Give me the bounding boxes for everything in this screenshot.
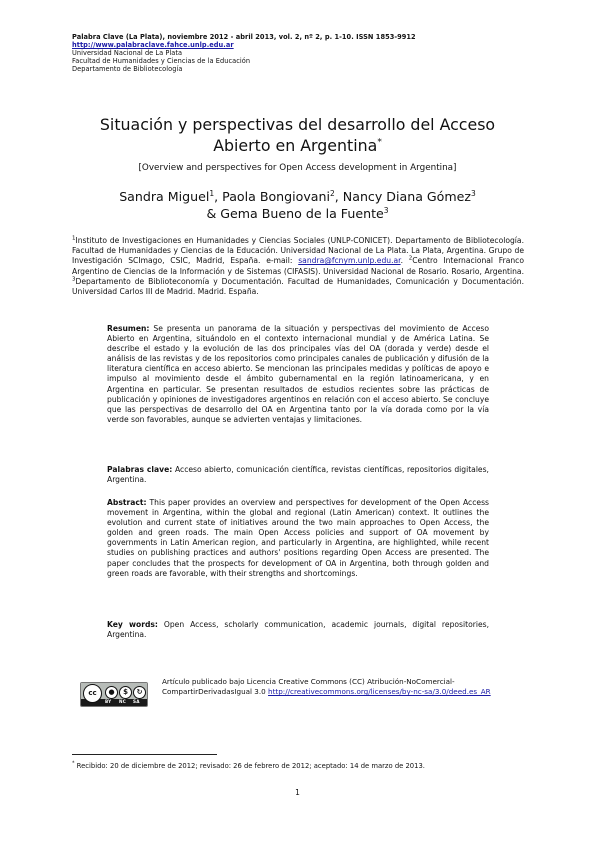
affil-separator: . — [400, 256, 409, 266]
keywords-section — [107, 620, 489, 640]
author-email-link[interactable]: sandra@fcnym.unlp.edu.ar — [298, 256, 401, 266]
title-line-1: Situación y perspectivas del desarrollo del Acceso — [99, 115, 496, 134]
footnote-text: Recibido: 20 de diciembre de 2012; revisado: 26 de febrero de 2012; aceptado: 14 de marzo de 2013. — [74, 762, 425, 770]
author-2: , Paola Bongiovani — [214, 189, 331, 204]
palabras-clave-text: Acceso abierto, comunicación científica, revistas científicas, repositorios digitales, Argentina. — [107, 465, 489, 485]
author-2-affil: 2 — [330, 188, 335, 198]
license-notice — [162, 677, 502, 697]
license-text: Artículo publicado bajo Licencia Creative Commons (CC) Atribución-NoComercial-CompartirDerivadasIgual 3.0 — [162, 677, 455, 696]
footnote-divider — [72, 754, 217, 755]
footnote-mark: * — [72, 760, 75, 767]
affil-1-mark: 1 — [72, 235, 76, 242]
journal-citation: Palabra Clave (La Plata), noviembre 2012 - abril 2013, vol. 2, nº 2, p. 1-10. ISSN 1853-9912 — [72, 33, 416, 41]
paper-title — [80, 114, 515, 156]
affiliation-2: Centro Internacional Franco Argentino de Ciencias de la Información y de Sistemas (CIFASIS). Universidad Nacional de Rosario. Rosario, Argentina. — [72, 256, 525, 276]
institution: Universidad Nacional de La Plata — [72, 49, 183, 57]
title-footnote-mark: * — [377, 137, 382, 148]
affiliation-1: Instituto de Investigaciones en Humanidades y Ciencias Sociales (UNLP-CONICET). Departamento de Bibliotecología. Facultad de Humanidades y Ciencias de la Educación. Universidad Nacional de La Plata. La Plata, Argentina. Grupo de Investigación SCImago, CSIC, Madrid, España. e-mail: — [72, 236, 524, 266]
department: Departamento de Bibliotecología — [72, 65, 183, 73]
creative-commons-badge[interactable] — [80, 682, 148, 707]
keywords-label: Key words: — [107, 620, 158, 629]
journal-header — [72, 33, 532, 73]
abstract-section — [107, 498, 489, 579]
author-1: Sandra Miguel — [119, 189, 210, 204]
page-number: 1 — [295, 788, 300, 797]
affiliations — [72, 236, 524, 297]
sa-label: SA — [133, 699, 140, 704]
author-list — [72, 188, 523, 222]
attribution-icon: ● — [105, 686, 118, 699]
resumen-label: Resumen: — [107, 324, 150, 333]
resumen-section — [107, 324, 489, 425]
affil-3-mark: 3 — [72, 276, 76, 283]
faculty: Facultad de Humanidades y Ciencias de la Educación — [72, 57, 251, 65]
journal-url-link[interactable]: http://www.palabraclave.fahce.unlp.edu.ar — [72, 41, 234, 49]
footnote — [72, 762, 524, 771]
resumen-text: Se presenta un panorama de la situación y perspectivas del movimiento de Acceso Abierto en Argentina, situándolo en el contexto internacional mundial y de América Latina. Se describe el estado y la evolución de las dos principales vías del OA (dorada y verde) desde el análisis de las revistas y de los repositorios como principales canales de publicación y difusión de la literatura científica en acceso abierto. Se mencionan las principales medidas y políticas de apoyo e impulso al movimiento desde el ámbito gubernamental en la región latinoamericana, y en Argentina en particular. Se presentan resultados de estudios recientes sobre las prácticas de publicación y opiniones de investigadores argentinos en relación con el acceso abierto. Se concluye que las perspectivas de desarrollo del OA en Argentina tanto por la vía dorada como por la vía verde son favorables, aunque se advierten ventajas y limitaciones. — [107, 324, 489, 424]
abstract-text: This paper provides an overview and perspectives for development of the Open Access movement in Argentina, within the global and regional (Latin American) context. It outlines the evolution and current state of initiatives around the two main approaches to Open Access, the golden and green roads. The main Open Access policies and support of OA movement by governments in Latin American region, and particularly in Argentina, are highlighted, while recent studies on publishing practices and authors' positions regarding Open Access are presented. The paper concludes that the prospects for development of OA in Argentina, both through golden and green roads are favorable, with their strengths and shortcomings. — [107, 498, 489, 578]
cc-logo-icon: cc — [83, 684, 102, 703]
author-1-affil: 1 — [209, 188, 215, 198]
abstract-label: Abstract: — [107, 498, 147, 507]
author-4: & Gema Bueno de la Fuente — [206, 206, 384, 221]
affiliation-3: Departamento de Biblioteconomía y Documentación. Facultad de Humanidades, Comunicación y Documentación. Universidad Carlos III de Madrid. Madrid. España. — [72, 276, 524, 297]
author-4-affil: 3 — [383, 205, 389, 215]
nc-label: NC — [119, 699, 126, 704]
title-line-2: Abierto en Argentina — [213, 136, 378, 155]
keywords-text: Open Access, scholarly communication, academic journals, digital repositories, Argentina. — [107, 620, 489, 640]
author-3-affil: 3 — [471, 188, 476, 198]
noncommercial-icon: $ — [119, 686, 132, 699]
sharealike-icon: ↻ — [133, 686, 146, 699]
affil-2-mark: 2 — [408, 255, 413, 262]
english-title: [Overview and perspectives for Open Access development in Argentina] — [138, 163, 457, 173]
author-3: , Nancy Diana Gómez — [334, 189, 472, 204]
palabras-clave-section — [107, 465, 489, 485]
by-label: BY — [105, 699, 112, 704]
palabras-clave-label: Palabras clave: — [107, 465, 173, 474]
license-link[interactable]: http://creativecommons.org/licenses/by-nc-sa/3.0/deed.es_AR — [268, 687, 491, 696]
